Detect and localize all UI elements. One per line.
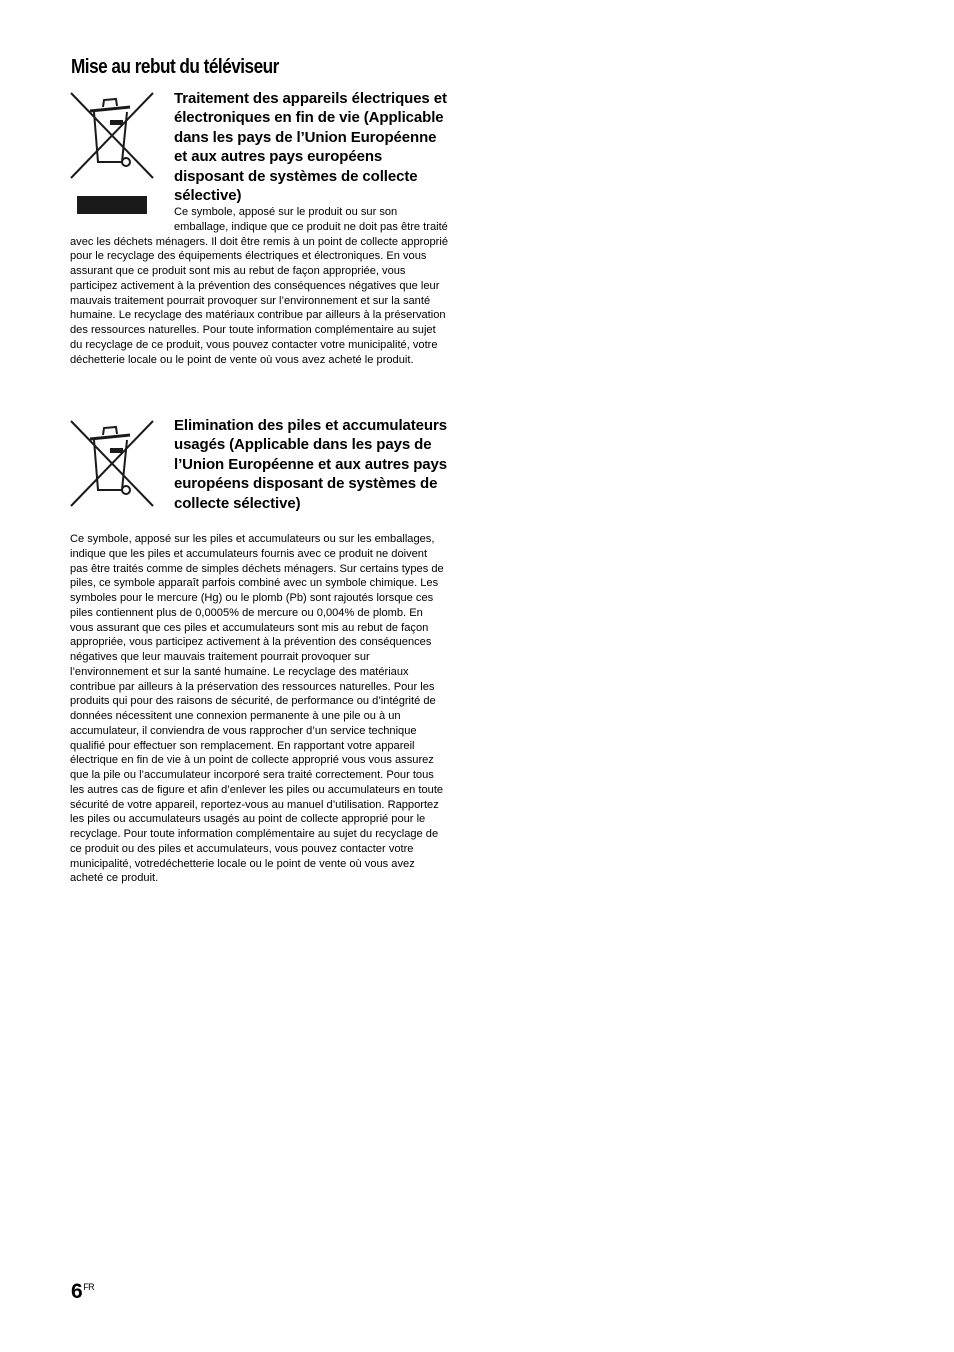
page-title: Mise au rebut du téléviseur: [71, 56, 279, 78]
battery-heading: Elimination des piles et accumulateurs usagés (Applicable dans les pays de l’Union Européenne et aux autres pays européens disposant de systèmes de collecte sélective): [174, 417, 448, 512]
battery-body-text: Ce symbole, apposé sur les piles et accumulateurs ou sur les emballages, indique que les piles et accumulateurs fournis avec ce produit ne doivent pas être traités comme de simples déchets ménagers. Sur certains types de piles, ce symbole apparaît parfois combiné avec un symbole chimique. Les symboles pour le mercure (Hg) ou le plomb (Pb) sont rajoutés lorsque ces piles contiennent plus de 0,0005% de mercure ou 0,004% de plomb. En vous assurant que ces piles et accumulateurs sont mis au rebut de façon appropriée, vous participez activement à la prévention des conséquences négatives que leur mauvais traitement pourrait provoquer sur l’environnement et sur la santé humaine. Le recyclage des matériaux contribue par ailleurs à la préservation des ressources naturelles. Pour les produits qui pour des raisons de sécurité, de performance ou d’intégrité de données nécessitent une connexion permanente à une pile ou à un accumulateur, il conviendra de vous rapprocher d’un service technique qualifié pour effectuer son remplacement. En rapportant votre appareil électrique en fin de vie à un point de collecte approprié vous vous assurez que la pile ou l’accumulateur incorporé sera traité correctement. Pour tous les autres cas de figure et afin d’enlever les piles ou accumulateurs en toute sécurité de votre appareil, reportez-vous au manuel d’utilisation. Rapportez les piles ou accumulateurs usagés au point de collecte approprié pour le recyclage. Pour toute information complémentaire au sujet du recyclage de ce produit ou des piles et accumulateurs, vous pouvez contacter votre municipalité, votredéchetterie locale ou le point de vente où vous avez acheté ce produit.: [70, 533, 444, 885]
weee-heading: Traitement des appareils électriques et électroniques en fin de vie (Applicable dans les pays de l’Union Européenne et aux autres pays européens disposant de systèmes de collecte sélective): [174, 90, 447, 205]
page-number-value: 6: [71, 1280, 83, 1303]
crossed-out-wheeled-bin-icon: [70, 92, 154, 216]
weee-body-content: Ce symbole, apposé sur le produit ou sur son emballage, indique que ce produit ne doit pas être traité avec les déchets ménagers. Il doit être remis à un point de collecte approprié pour le recyclage des équipements électriques et électroniques. En vous assurant que ce produit sont mis au rebut de façon appropriée, vous participez activement à la prévention des conséquences négatives que leur mauvais traitement pourrait provoquer sur l’environnement et sur la santé humaine. Le recyclage des matériaux contribue par ailleurs à la préservation des ressources naturelles. Pour toute information complémentaire au sujet du recyclage de ce produit, vous pouvez contacter votre municipalité, votre déchetterie locale ou le point de vente où vous avez acheté le produit.: [70, 206, 449, 366]
text-indent-spacer: [70, 205, 174, 234]
page-number: [71, 1280, 94, 1304]
page-language-suffix: FR: [83, 1282, 95, 1292]
crossed-out-wheeled-bin-icon: [70, 420, 154, 508]
weee-body-text: [70, 205, 448, 367]
